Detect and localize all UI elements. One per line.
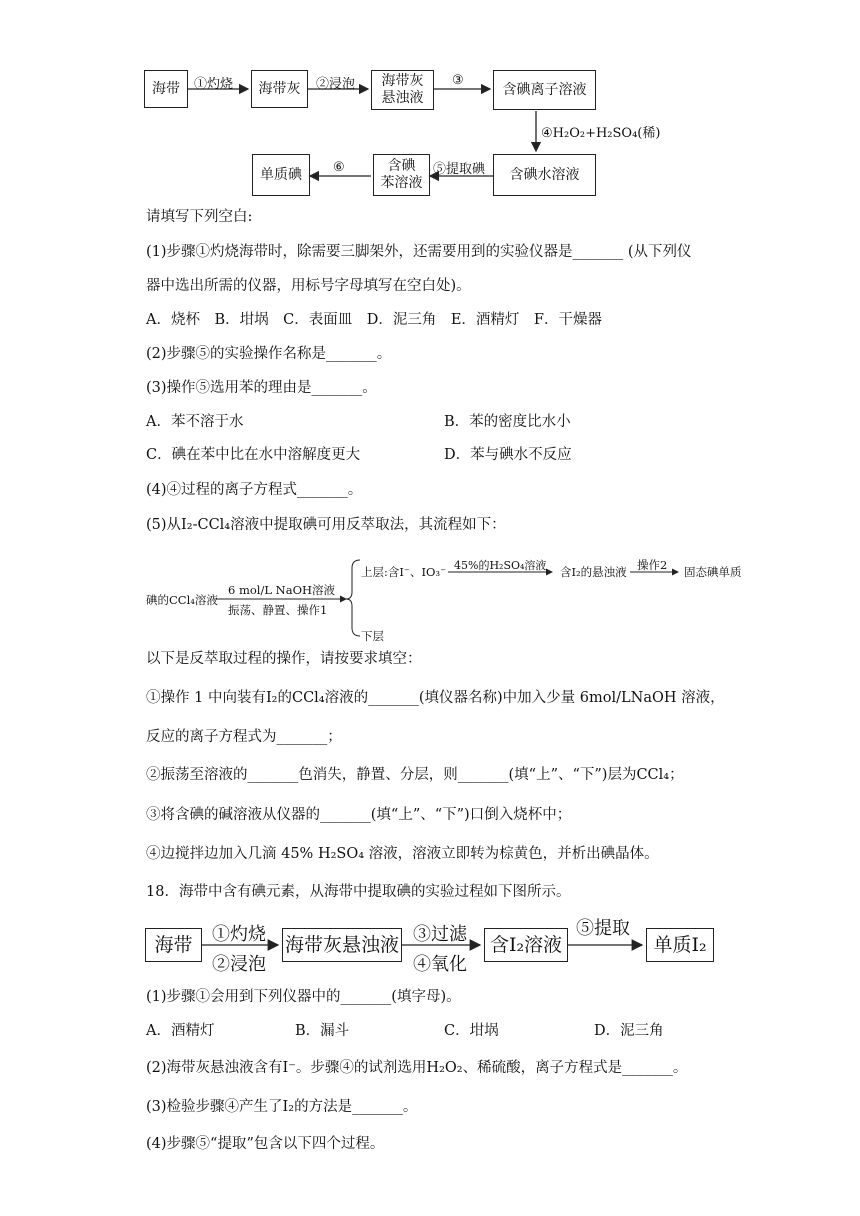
flow1-box-iodine: 单质碘 (252, 154, 310, 196)
flow1-box-suspension-line2: 悬浊液 (381, 90, 424, 106)
flow3-label-oxidize: ④氧化 (413, 954, 467, 975)
q18-title: 18．海带中含有碘元素，从海带中提取碘的实验过程如下图所示。 (146, 884, 571, 900)
q18-option-a: A．酒精灯 (146, 1023, 215, 1039)
flow1-arrow-label-5: ⑤提取碘 (433, 162, 486, 177)
q17-step4: ④边搅拌边加入几滴 45% H₂SO₄ 溶液，溶液立即转为棕黄色，并析出碘晶体。 (146, 846, 659, 862)
flow3-box-iodine: 单质I₂ (646, 928, 714, 962)
q18-option-d: D．泥三角 (594, 1023, 664, 1039)
flow2-upper-layer: 上层:含I⁻、IO₃⁻ (361, 565, 447, 579)
flow2-product: 固态碘单质 (684, 565, 742, 579)
flow2-acid: 45%的H₂SO₄溶液 (454, 559, 547, 572)
q17-part3-option-b: B．苯的密度比水小 (444, 414, 571, 430)
flow1-box-iodide-solution: 含碘离子溶液 (493, 70, 596, 110)
q18-option-b: B．漏斗 (295, 1023, 350, 1039)
q17-back-extraction-intro: 以下是反萃取过程的操作，请按要求填空： (146, 651, 422, 667)
flow2-op2: 操作2 (637, 558, 668, 572)
flow1-box-iodine-water: 含碘水溶液 (493, 154, 596, 196)
q17-part4: (4)④过程的离子方程式_______。 (146, 482, 363, 498)
q17-part3-option-d: D．苯与碘水不反应 (444, 447, 572, 463)
flow3-label-filter: ③过滤 (413, 924, 467, 945)
flow3-label-soak: ②浸泡 (212, 954, 266, 975)
flow1-arrow-label-1: ①灼烧 (194, 77, 234, 92)
q17-step1-line1: ①操作 1 中向装有I₂的CCl₄溶液的_______(填仪器名称)中加入少量 6mol/LNaOH 溶液， (146, 690, 725, 706)
flow2-suspension: 含I₂的悬浊液 (560, 565, 627, 579)
flow2-ops: 振荡、静置、操作1 (228, 603, 328, 617)
q17-part3-option-a: A．苯不溶于水 (146, 414, 244, 430)
flow2-lower-layer: 下层 (361, 629, 384, 643)
q17-part5: (5)从I₂-CCl₄溶液中提取碘可用反萃取法，其流程如下： (146, 517, 506, 533)
q17-part1-line2: 器中选出所需的仪器，用标号字母填写在空白处)。 (146, 278, 471, 294)
flow1-arrow-label-6: ⑥ (333, 160, 345, 175)
q17-step3: ③将含碘的碱溶液从仪器的_______(填“上”、“下”)口倒入烧杯中； (146, 807, 572, 823)
q18-part2: (2)海带灰悬浊液含有I⁻。步骤④的试剂选用H₂O₂、稀硫酸，离子方程式是_______。 (146, 1060, 688, 1076)
q17-part2: (2)步骤⑤的实验操作名称是_______。 (146, 346, 392, 362)
flow1-arrow-label-4: ④H₂O₂+H₂SO₄(稀) (541, 126, 661, 141)
flow1-arrow-label-2: ②浸泡 (316, 77, 356, 92)
flow3-box-haidai: 海带 (145, 928, 202, 962)
flow1-box-haidai: 海带 (144, 70, 188, 108)
flow1-box-benzene-line2: 苯溶液 (380, 175, 423, 191)
flow3-label-burn: ①灼烧 (212, 924, 266, 945)
flow2-reagent: 6 mol/L NaOH溶液 (228, 583, 336, 597)
flow1-box-haidaihui: 海带灰 (251, 70, 308, 108)
q18-option-c: C．坩埚 (444, 1023, 499, 1039)
q17-part3: (3)操作⑤选用苯的理由是_______。 (146, 380, 377, 396)
q18-part4: (4)步骤⑤“提取”包含以下四个过程。 (146, 1136, 385, 1152)
q17-intro: 请填写下列空白: (146, 209, 253, 225)
flow3-label-extract: ⑤提取 (576, 918, 630, 939)
flow1-arrow-label-3: ③ (452, 73, 464, 88)
flow1-box-iodine-benzene (373, 154, 430, 196)
flow3-box-suspension: 海带灰悬浊液 (282, 928, 402, 962)
flow1-box-benzene-line1: 含碘 (387, 158, 416, 174)
q18-part3: (3)检验步骤④产生了I₂的方法是_______。 (146, 1099, 418, 1115)
flow2-start: 碘的CCl₄溶液 (146, 593, 218, 607)
q17-part3-option-c: C．碘在苯中比在水中溶解度更大 (146, 447, 361, 463)
q17-step2: ②振荡至溶液的_______色消失，静置、分层，则_______(填“上”、“下”)层为CCl₄； (146, 767, 684, 783)
flow1-box-suspension (371, 70, 434, 110)
q17-part1-options: A．烧杯 B．坩埚 C．表面皿 D．泥三角 E．酒精灯 F．干燥器 (146, 312, 602, 328)
q17-part1-line1: (1)步骤①灼烧海带时，除需要三脚架外，还需要用到的实验仪器是_______ (从下列仪 (146, 244, 692, 260)
flow3-box-iodine-solution: 含I₂溶液 (484, 928, 568, 962)
q17-step1-line2: 反应的离子方程式为_______； (146, 729, 342, 745)
q18-part1: (1)步骤①会用到下列仪器中的_______(填字母)。 (146, 989, 461, 1005)
flow1-box-suspension-line1: 海带灰 (381, 73, 424, 89)
